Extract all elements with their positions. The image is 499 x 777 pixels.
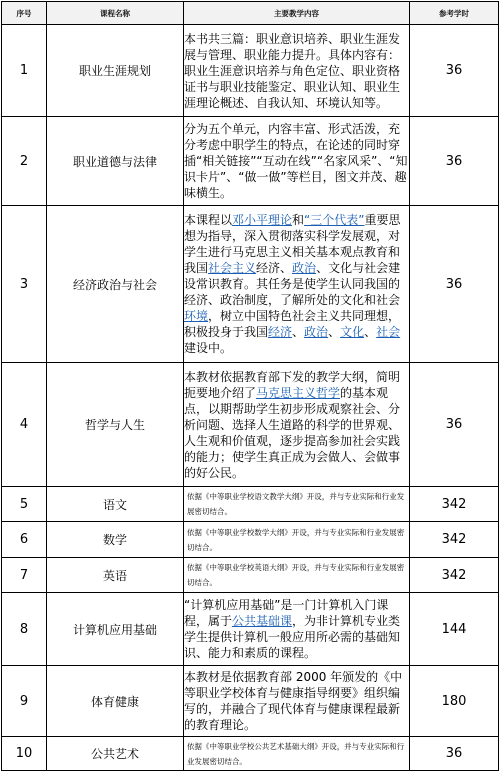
header-row xyxy=(2,2,499,25)
row-index: 5 xyxy=(2,487,47,522)
row-content: 依据《中等职业学校数学大纲》开设，并与专业实际和行业发展密切结合。 xyxy=(184,522,410,558)
content-text: 重要思想为指导，深入贯彻落实科学发展观，对学生进行马克思主义相关基本观点教育和我国 xyxy=(184,213,401,275)
keyword-link[interactable]: 邓小平理论 xyxy=(232,213,293,227)
row-content: 本教材是依据教育部 2000 年颁发的《中等职业学校体育与健康指导纲要》组织编写的，并融合了现代体育与健康课程最新的教育理论。 xyxy=(184,666,410,737)
table-row xyxy=(2,487,499,522)
header-course: 课程名称 xyxy=(47,2,184,25)
row-hours: 342 xyxy=(410,558,499,593)
content-text: 本教材依据教育部下发的教学大纲，简明扼要地介绍了 xyxy=(184,369,401,400)
table-row xyxy=(2,737,499,771)
row-hours: 36 xyxy=(410,25,499,117)
row-index: 9 xyxy=(2,666,47,737)
keyword-link[interactable]: 社会 xyxy=(376,325,401,339)
keyword-link[interactable]: 公共基础课 xyxy=(232,614,293,628)
curriculum-table xyxy=(1,1,499,771)
row-course: 语文 xyxy=(47,487,184,522)
content-text: ，树立中国特色社会主义共同理想，积极投身于我国 xyxy=(184,309,401,339)
content-text: 、 xyxy=(328,325,341,339)
row-content xyxy=(184,593,410,666)
row-course: 职业生涯规划 xyxy=(47,25,184,117)
row-course: 数学 xyxy=(47,522,184,558)
header-index: 序号 xyxy=(2,2,47,25)
table-row xyxy=(2,25,499,117)
row-hours: 144 xyxy=(410,593,499,666)
content-text: 、文化与社会建设常识教育。其任务是使学生认同我国的经济、政治制度，了解所处的文化和社会 xyxy=(184,261,401,307)
header-content: 主要教学内容 xyxy=(184,2,410,25)
row-index: 2 xyxy=(2,117,47,206)
row-course: 哲学与人生 xyxy=(47,363,184,487)
row-index: 10 xyxy=(2,737,47,771)
row-course: 体育健康 xyxy=(47,666,184,737)
table-row xyxy=(2,558,499,593)
row-hours: 342 xyxy=(410,522,499,558)
content-text: 建设中。 xyxy=(184,341,233,355)
table-body xyxy=(2,25,499,771)
table-row xyxy=(2,117,499,206)
row-content xyxy=(184,206,410,363)
row-index: 4 xyxy=(2,363,47,487)
content-text: 、 xyxy=(364,325,377,339)
row-content: 依据《中等职业学校公共艺术基础大纲》开设，并与专业实际和行业发展密切结合。 xyxy=(184,737,410,771)
content-text: 和 xyxy=(292,213,305,227)
row-course: 计算机应用基础 xyxy=(47,593,184,666)
content-text: 的基本观点，以期帮助学生初步形成观察社会、分析问题、选择人生道路的科学的世界观、人生观和价值观，逐步提高参加社会实践的能力；使学生真正成为会做人、会做事的好公民。 xyxy=(184,385,401,480)
row-course: 英语 xyxy=(47,558,184,593)
content-text: ，为非计算机专业类学生提供计算机一般应用所必需的基础知识、能力和素质的课程。 xyxy=(184,614,401,660)
row-index: 1 xyxy=(2,25,47,117)
table-header xyxy=(2,2,499,25)
row-index: 6 xyxy=(2,522,47,558)
row-index: 7 xyxy=(2,558,47,593)
keyword-link[interactable]: 文化 xyxy=(340,325,365,339)
content-text: 本课程以 xyxy=(184,213,233,227)
row-content: 本书共三篇：职业意识培养、职业生涯发展与管理、职业能力提升。具体内容有：职业生涯意识培养与角色定位、职业资格证书与职业技能鉴定、职业认知、职业生涯理论概述、自我认知、环境认知等。 xyxy=(184,25,410,117)
row-hours: 36 xyxy=(410,737,499,771)
keyword-link[interactable]: 经济 xyxy=(268,325,293,339)
row-course: 经济政治与社会 xyxy=(47,206,184,363)
keyword-link[interactable]: 政治 xyxy=(292,261,317,275)
keyword-link[interactable]: “三个代表” xyxy=(304,213,365,227)
row-content: 依据《中等职业学校英语大纲》开设，并与专业实际和行业发展密切结合。 xyxy=(184,558,410,593)
keyword-link[interactable]: 政治 xyxy=(304,325,329,339)
keyword-link[interactable]: 马克思主义哲学 xyxy=(256,385,341,400)
table-row xyxy=(2,206,499,363)
row-content: 依据《中等职业学校语文教学大纲》开设，并与专业实际和行业发展密切结合。 xyxy=(184,487,410,522)
row-index: 3 xyxy=(2,206,47,363)
row-hours: 180 xyxy=(410,666,499,737)
row-content xyxy=(184,363,410,487)
row-index: 8 xyxy=(2,593,47,666)
table-row xyxy=(2,522,499,558)
keyword-link[interactable]: 社会主义 xyxy=(208,261,257,275)
row-content: 分为五个单元，内容丰富、形式活泼，充分考虑中职学生的特点，在论述的同时穿插“相关链接”“互动在线”“名家风采”、“知识卡片”、“做一做”等栏目，图文并茂、趣味横生。 xyxy=(184,117,410,206)
table-row xyxy=(2,363,499,487)
content-text: “计算机应用基础”是一门计算机入门课程，属于 xyxy=(184,598,389,628)
row-hours: 36 xyxy=(410,206,499,363)
row-course: 职业道德与法律 xyxy=(47,117,184,206)
header-hours: 参考学时 xyxy=(410,2,499,25)
row-course: 公共艺术 xyxy=(47,737,184,771)
row-hours: 36 xyxy=(410,363,499,487)
table-row xyxy=(2,593,499,666)
content-text: 经济、 xyxy=(256,261,293,275)
table-row xyxy=(2,666,499,737)
row-hours: 342 xyxy=(410,487,499,522)
row-hours: 36 xyxy=(410,117,499,206)
content-text: 、 xyxy=(292,325,305,339)
keyword-link[interactable]: 环境 xyxy=(184,309,209,323)
